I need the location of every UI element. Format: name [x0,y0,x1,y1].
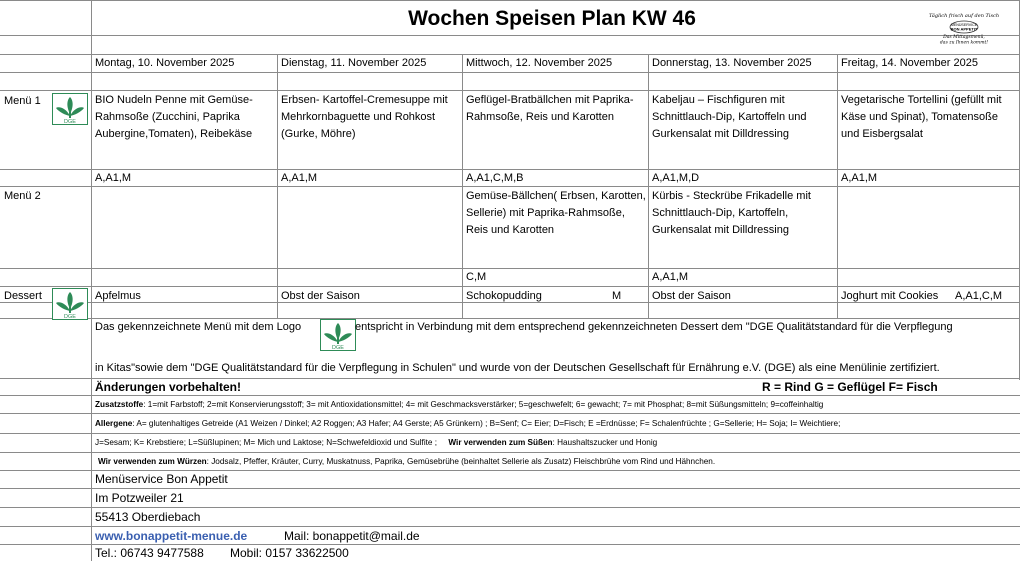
dge-notice-line2: in Kitas"sowie dem "DGE Qualitätstandard für die Verpflegung in Schulen" und wurde von der Deutschen Gesellschaft für Ernährung e.V. (DGE) als eine Menülinie zertifiziert. [95,362,940,374]
dessert-tuesday: Obst der Saison [281,290,360,302]
menu1-label: Menü 1 [4,95,41,107]
day-header-monday: Montag, 10. November 2025 [95,57,235,69]
menu1-dish-tuesday: Erbsen- Kartoffel-Cremesuppe mit Mehrkornbaguette und Rohkost (Gurke, Möhre) [281,94,448,140]
city-address: 55413 Oberdiebach [95,510,201,524]
website-link[interactable]: www.bonappetit-menue.de [95,529,248,543]
additives-info: Zusatzstoffe: 1=mit Farbstoff; 2=mit Konservierungsstoff; 3= mit Antioxidationsmittel; 4= mit Geschmacksverstärker; 5=geschwefelt; 6= gewacht; 7= mit Phosphat; 8=mit Süßungsmitteln; 9=coffeinhaltig [95,400,824,409]
menu1-allergens-wednesday: A,A1,C,M,B [466,172,524,184]
svg-text:Täglich frisch auf den Tisch: Täglich frisch auf den Tisch [928,13,1000,19]
email-address[interactable]: Mail: bonappetit@mail.de [284,529,420,543]
changes-note: Änderungen vorbehalten! [95,380,242,394]
dge-notice-part1: Das gekennzeichnete Menü mit dem Logo [95,321,302,333]
dessert-monday: Apfelmus [95,290,141,302]
menu2-label: Menü 2 [4,190,41,202]
dessert-friday-code: A,A1,C,M [955,290,1003,302]
menu1-dish-monday: BIO Nudeln Penne mit Gemüse-Rahmsoße (Zucchini, Paprika Aubergine,Tomaten), Reibekäse [95,94,253,140]
day-header-wednesday: Mittwoch, 12. November 2025 [466,57,613,69]
menu2-allergens-wednesday: C,M [466,271,487,283]
menu1-dish-thursday: Kabeljau – Fischfiguren mit Schnittlauch-Dip, Kartoffeln und Gurkensalat mit Dilldressing [652,94,807,140]
dessert-friday: Joghurt mit Cookies [841,290,939,302]
menu1-dish-friday: Vegetarische Tortellini (gefüllt mit Käse und Spinat), Tomatensoße und Eisbergsalat [841,94,1002,140]
seasoning-info: Wir verwenden zum Würzen: Jodsalz, Pfeffer, Kräuter, Curry, Muskatnuss, Paprika, Gemüsebrühe (beinhaltet Sellerie als Zusatz) Fleischbrühe vom Rind und Hähnchen. [98,457,716,466]
bon-appetit-seal [926,10,1002,46]
day-header-friday: Freitag, 14. November 2025 [841,57,978,69]
svg-text:BON APPETIT: BON APPETIT [950,26,978,32]
svg-text:DGE: DGE [64,314,76,319]
dessert-label: Dessert [4,290,42,302]
menu1-allergens-monday: A,A1,M [95,172,132,184]
dge-logo-icon [320,319,356,351]
page-title: Wochen Speisen Plan KW 46 [408,7,696,30]
svg-text:das zu Ihnen kommt!: das zu Ihnen kommt! [939,40,989,46]
meat-legend: R = Rind G = Geflügel F= Fisch [762,380,938,394]
allergens-info-line1: Allergene: A= glutenhaltiges Getreide (A1 Weizen / Dinkel; A2 Roggen; A3 Hafer; A4 Gerste; A5 Grünkern) ; B=Senf; C= Eier; D=Fisch; E =Erdnüsse; F= Schalenfrüchte ; G=Sellerie; H= Soja; I= Weichtiere; [95,419,841,428]
svg-text:DGE: DGE [332,345,344,350]
menu1-dish-wednesday: Geflügel-Bratbällchen mit Paprika-Rahmsoße, Reis und Karotten [466,94,634,123]
svg-text:Das Mittagsmenü,: Das Mittagsmenü, [943,35,985,40]
allergens-info-line2: J=Sesam; K= Krebstiere; L=Süßlupinen; M= Mich und Laktose; N=Schwefeldioxid und Sulfite ; Wir verwenden zum Süßen: Haushaltszucker und Honig [95,438,658,447]
dge-notice-part2: entspricht in Verbindung mit dem entsprechend gekennzeichneten Dessert dem "DGE Qualitätstandard für die Verpflegung [355,321,953,333]
menu2-dish-thursday: Kürbis - Steckrübe Frikadelle mit Schnittlauch-Dip, Kartoffeln, Gurkensalat mit Dilldressing [652,190,811,236]
day-header-tuesday: Dienstag, 11. November 2025 [281,57,427,69]
menu1-allergens-thursday: A,A1,M,D [652,172,700,184]
dessert-wednesday: Schokopudding [466,290,542,302]
company-name: Menüservice Bon Appetit [95,472,228,486]
menu1-allergens-friday: A,A1,M [841,172,878,184]
menu2-dish-wednesday: Gemüse-Bällchen( Erbsen, Karotten, Sellerie) mit Paprika-Rahmsoße, Reis und Karotten [466,190,646,236]
dge-logo-icon [52,93,88,125]
dessert-thursday: Obst der Saison [652,290,731,302]
dge-logo-icon [52,288,88,320]
menu2-allergens-thursday: A,A1,M [652,271,689,283]
menu1-allergens-tuesday: A,A1,M [281,172,318,184]
dessert-wednesday-code: M [612,290,622,302]
day-header-thursday: Donnerstag, 13. November 2025 [652,57,812,69]
svg-text:DGE: DGE [64,119,76,124]
street-address: Im Potzweiler 21 [95,491,184,505]
mobile-number: Mobil: 0157 33622500 [230,546,349,560]
svg-text:MENÜSERVICE: MENÜSERVICE [950,23,978,27]
phone-number: Tel.: 06743 9477588 [95,546,204,560]
